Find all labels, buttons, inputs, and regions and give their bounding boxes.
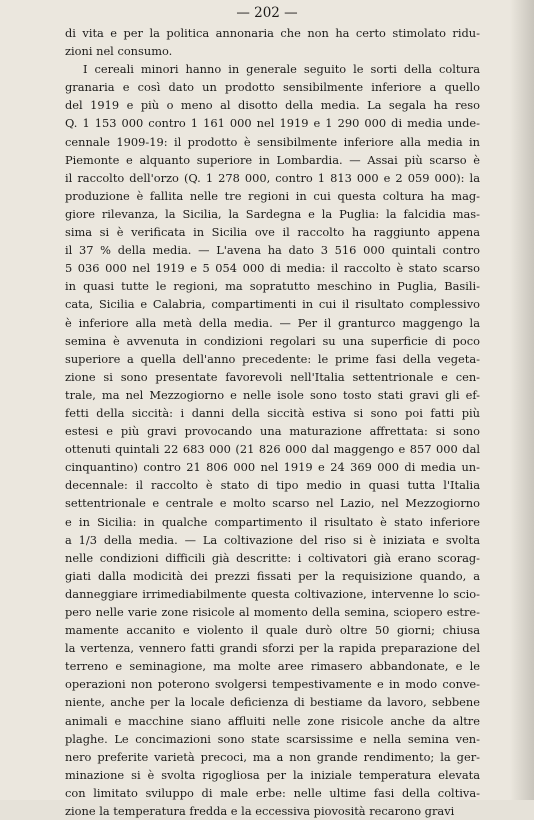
text-line: decennale: il raccolto è stato di tipo medio in quasi tutta l'Italia: [65, 478, 480, 493]
text-line: danneggiare irrimediabilmente questa coltivazione, intervenne lo scio-: [65, 586, 480, 601]
text-line: di vita e per la politica annonaria che non ha certo stimolato ridu-: [65, 26, 480, 40]
page-edge-shadow: [510, 0, 534, 800]
text-line: del 1919 e più o meno al disotto della media. La segala ha reso: [65, 98, 480, 113]
text-line: mamente accanito e violento il quale durò oltre 50 giorni; chiusa: [65, 623, 480, 638]
text-line: semina è avvenuta in condizioni regolari su una superficie di poco: [65, 333, 480, 348]
text-line: nelle condizioni difficili già descritte: i coltivatori già erano scorag-: [65, 550, 480, 565]
text-line: è inferiore alla metà della media. — Per il granturco maggengo la: [65, 315, 480, 330]
text-line: trale, ma nel Mezzogiorno e nelle isole sono tosto stati gravi gli ef-: [65, 387, 480, 402]
text-line: giati dalla modicità dei prezzi fissati per la requisizione quando, a: [65, 568, 480, 583]
text-line: e in Sicilia: in qualche compartimento il risultato è stato inferiore: [65, 514, 480, 529]
text-line: a 1/3 della media. — La coltivazione del riso si è iniziata e svolta: [65, 532, 480, 547]
text-line: cennale 1909-19: il prodotto è sensibilmente inferiore alla media in: [65, 134, 480, 149]
text-line: minazione si è svolta rigogliosa per la iniziale temperatura elevata: [65, 767, 480, 782]
text-line: fetti della siccità: i danni della siccità estiva si sono poi fatti più: [65, 405, 480, 420]
text-line: con limitato sviluppo di male erbe: nelle ultime fasi della coltiva-: [65, 785, 480, 800]
text-line: granaria e così dato un prodotto sensibilmente inferiore a quello: [65, 80, 480, 95]
text-line: sima si è verificata in Sicilia ove il raccolto ha raggiunto appena: [65, 225, 480, 240]
text-line: cata, Sicilia e Calabria, compartimenti in cui il risultato complessivo: [65, 297, 480, 312]
text-line: produzione è fallita nelle tre regioni in cui questa coltura ha mag-: [65, 188, 480, 203]
text-line: il 37 % della media. — L'avena ha dato 3 516 000 quintali contro: [65, 243, 480, 258]
text-line: superiore a quella dell'anno precedente: le prime fasi della vegeta-: [65, 351, 480, 366]
page-number: — 202 —: [236, 5, 298, 21]
text-line: zione si sono presentate favorevoli nell'Italia settentrionale e cen-: [65, 369, 480, 384]
text-line: giore rilevanza, la Sicilia, la Sardegna e la Puglia: la falcidia mas-: [65, 206, 480, 221]
text-line: estesi e più gravi provocando una maturazione affrettata: si sono: [65, 424, 480, 439]
text-line: la vertenza, vennero fatti grandi sforzi per la rapida preparazione del: [65, 641, 480, 656]
text-line: operazioni non poterono svolgersi tempestivamente e in modo conve-: [65, 677, 480, 692]
text-line: zione la temperatura fredda e la eccessiva piovosità recarono gravi: [65, 804, 455, 819]
text-line: Piemonte e alquanto superiore in Lombardia. — Assai più scarso è: [65, 152, 480, 167]
text-line: il raccolto dell'orzo (Q. 1 278 000, contro 1 813 000 e 2 059 000): la: [65, 170, 480, 185]
text-line: plaghe. Le concimazioni sono state scarsissime e nella semina ven-: [65, 731, 480, 746]
text-line: 5 036 000 nel 1919 e 5 054 000 di media: il raccolto è stato scarso: [65, 261, 480, 276]
text-line: terreno e seminagione, ma molte aree rimasero abbandonate, e le: [65, 659, 480, 674]
text-line: Q. 1 153 000 contro 1 161 000 nel 1919 e 1 290 000 di media unde-: [65, 116, 480, 131]
text-line: animali e macchine siano affluiti nelle zone risicole anche da altre: [65, 713, 480, 728]
text-line: cinquantino) contro 21 806 000 nel 1919 e 24 369 000 di media un-: [65, 460, 480, 475]
body-text: [65, 24, 480, 820]
text-line: in quasi tutte le regioni, ma sopratutto meschino in Puglia, Basili-: [65, 279, 480, 294]
text-line: I cereali minori hanno in generale seguito le sorti della coltura: [83, 62, 480, 77]
text-line: ottenuti quintali 22 683 000 (21 826 000 dal maggengo e 857 000 dal: [65, 442, 480, 457]
text-line: nero preferite varietà precoci, ma a non grande rendimento; la ger-: [65, 749, 480, 764]
text-line: zioni nel consumo.: [65, 44, 173, 59]
text-line: settentrionale e centrale e molto scarso nel Lazio, nel Mezzogiorno: [65, 496, 480, 511]
text-line: niente, anche per la locale deficienza di bestiame da lavoro, sebbene: [65, 695, 480, 710]
text-line: pero nelle varie zone risicole al momento della semina, sciopero estre-: [65, 605, 480, 619]
